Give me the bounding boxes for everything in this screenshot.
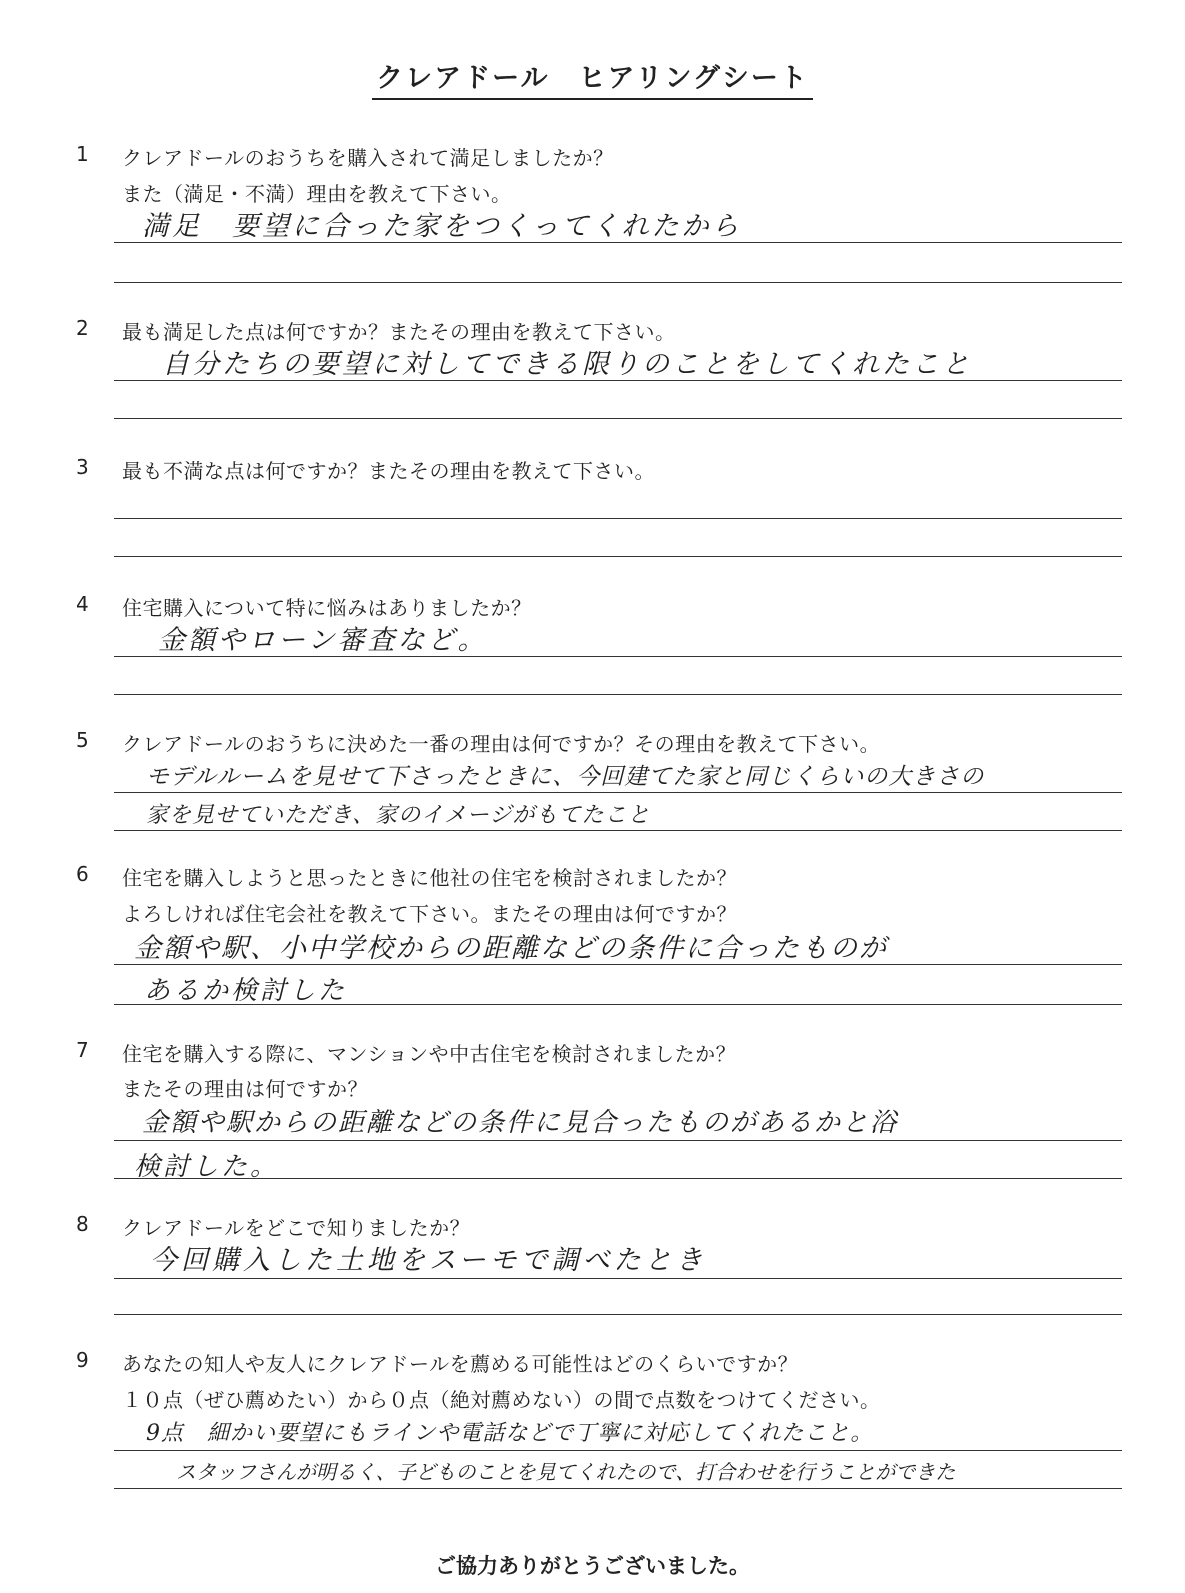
handwritten-answer: あるか検討した	[144, 976, 348, 1006]
question-number: 9	[76, 1348, 89, 1372]
question-text: 住宅を購入しようと思ったときに他社の住宅を検討されましたか？	[122, 866, 737, 890]
answer-line	[114, 694, 1122, 695]
handwritten-answer: 今回購入した土地をスーモで調べたとき	[150, 1245, 707, 1276]
answer-line	[114, 1488, 1122, 1489]
answer-line	[114, 1278, 1122, 1279]
answer-line	[114, 242, 1122, 243]
footer-thanks: ご協力ありがとうございました。	[435, 1554, 750, 1578]
handwritten-answer: スタッフさんが明るく、子どものことを見てくれたので、打合わせを行うことができた	[176, 1460, 956, 1484]
handwritten-answer: 満足 要望に合った家をつくってくれたから	[142, 211, 742, 242]
question-text: あなたの知人や友人にクレアドールを薦める可能性はどのくらいですか？	[122, 1352, 799, 1376]
answer-line	[114, 1140, 1122, 1141]
question-text: またその理由は何ですか？	[122, 1077, 368, 1101]
question-text: クレアドールをどこで知りましたか？	[122, 1216, 471, 1240]
question-number: 1	[76, 142, 89, 166]
answer-line	[114, 964, 1122, 965]
handwritten-answer: 家を見せていただき、家のイメージがもてたこと	[146, 803, 651, 828]
question-text: クレアドールのおうちに決めた一番の理由は何ですか？その理由を教えて下さい。	[122, 732, 881, 756]
question-number: 2	[76, 316, 89, 340]
question-text: また（満足・不満）理由を教えて下さい。	[122, 182, 512, 206]
question-number: 7	[76, 1038, 89, 1062]
handwritten-answer: 金額や駅からの距離などの条件に見合ったものがあるかと浴	[142, 1108, 899, 1138]
answer-line	[114, 1004, 1122, 1005]
answer-line	[114, 418, 1122, 419]
question-text: 住宅を購入する際に、マンションや中古住宅を検討されましたか？	[122, 1042, 737, 1066]
handwritten-answer: 自分たちの要望に対してできる限りのことをしてくれたこと	[162, 349, 972, 380]
question-text: クレアドールのおうちを購入されて満足しましたか？	[122, 146, 614, 170]
answer-line	[114, 656, 1122, 657]
question-number: 4	[76, 592, 89, 616]
answer-line	[114, 282, 1122, 283]
answer-line	[114, 518, 1122, 519]
handwritten-answer: 金額やローン審査など。	[158, 625, 488, 656]
question-text: 住宅購入について特に悩みはありましたか？	[122, 596, 532, 620]
answer-line	[114, 380, 1122, 381]
answer-line	[114, 1314, 1122, 1315]
answer-line	[114, 830, 1122, 831]
handwritten-answer: 金額や駅、小中学校からの距離などの条件に合ったものが	[134, 933, 888, 964]
question-text: よろしければ住宅会社を教えて下さい。またその理由は何ですか？	[122, 902, 737, 926]
question-number: 5	[76, 728, 89, 752]
question-text: 最も不満な点は何ですか？またその理由を教えて下さい。	[122, 459, 655, 483]
question-text: １０点（ぜひ薦めたい）から０点（絶対薦めない）の間で点数をつけてください。	[122, 1388, 881, 1412]
question-number: 6	[76, 862, 89, 886]
question-number: 3	[76, 455, 89, 479]
question-number: 8	[76, 1212, 89, 1236]
answer-line	[114, 1450, 1122, 1451]
handwritten-answer: 9点 細かい要望にもラインや電話などで丁寧に対応してくれたこと。	[146, 1421, 874, 1446]
handwritten-answer: モデルルームを見せて下さったときに、今回建てた家と同じくらいの大きさの	[146, 764, 985, 790]
sheet-title: クレアドール ヒアリングシート	[0, 56, 1185, 95]
answer-line	[114, 792, 1122, 793]
answer-line	[114, 1178, 1122, 1179]
question-text: 最も満足した点は何ですか？またその理由を教えて下さい。	[122, 320, 676, 344]
handwritten-answer: 検討した。	[134, 1152, 280, 1182]
answer-line	[114, 556, 1122, 557]
